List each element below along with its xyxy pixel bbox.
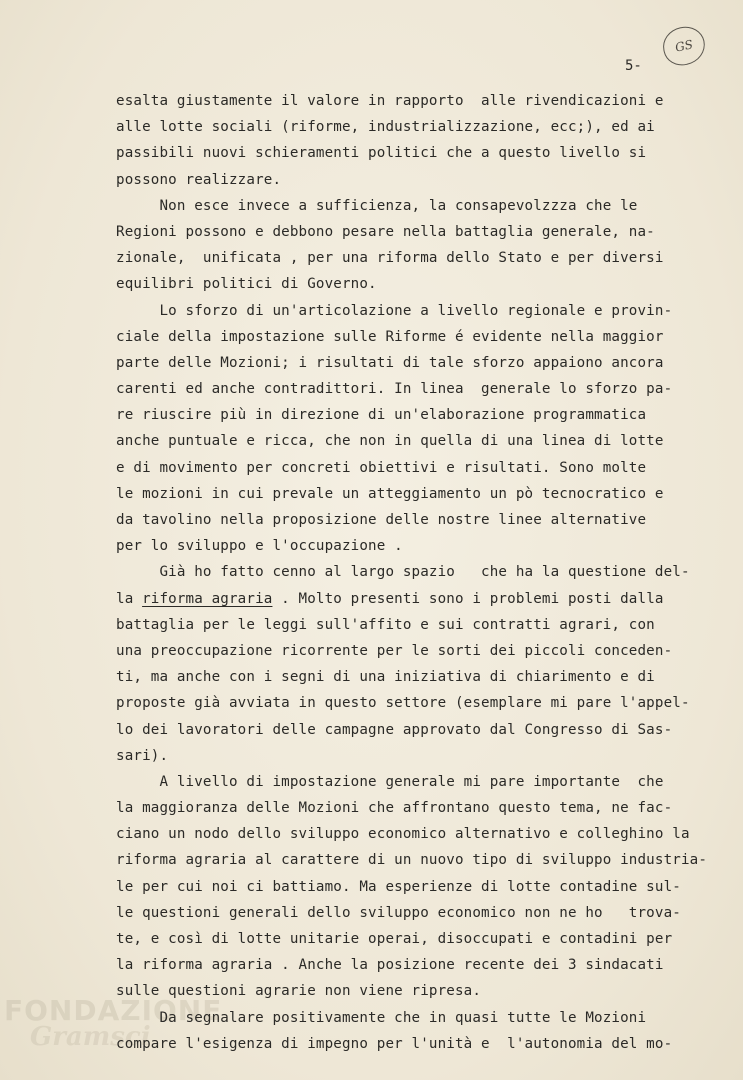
text-line: possono realizzare.	[116, 171, 282, 188]
text-line: zionale, unificata , per una riforma dello Stato e per diversi	[116, 250, 664, 267]
text-line: ciale della impostazione sulle Riforme é evidente nella maggior	[116, 328, 664, 345]
watermark-logo: Gramsci	[30, 1022, 151, 1052]
text-line: ciano un nodo dello sviluppo economico alternativo e colleghino la	[116, 826, 690, 843]
archive-stamp: GS	[660, 23, 709, 69]
text-line: riforma agraria al carattere di un nuovo tipo di sviluppo industria-	[116, 852, 708, 869]
text-line: alle lotte sociali (riforme, industrializzazione, ecc;), ed ai	[116, 119, 655, 136]
text-line: ti, ma anche con i segni di una iniziativa di chiarimento e di	[116, 669, 655, 686]
text-line: anche puntuale e ricca, che non in quella di una linea di lotte	[116, 433, 664, 450]
text-line: le questioni generali dello sviluppo economico non ne ho trova-	[116, 904, 681, 921]
text-line: sari).	[116, 747, 169, 764]
text-line: Non esce invece a sufficienza, la consapevolzzza che le	[116, 197, 638, 214]
text-line: passibili nuovi schieramenti politici che a questo livello si	[116, 145, 647, 162]
text-line: le mozioni in cui prevale un atteggiamento un pò tecnocratico e	[116, 485, 664, 502]
text-line: da tavolino nella proposizione delle nostre linee alternative	[116, 512, 647, 528]
text-line-underlined: la riforma agraria . Molto presenti sono i problemi posti dalla	[116, 590, 664, 607]
text-line: Già ho fatto cenno al largo spazio che ha la questione del-	[116, 564, 690, 581]
watermark-text: FONDAZIONE	[4, 994, 223, 1027]
text-line: battaglia per le leggi sull'affito e sui contratti agrari, con	[116, 616, 655, 633]
text-line: la riforma agraria . Anche la posizione recente dei 3 sindacati	[116, 957, 664, 974]
text-line: lo dei lavoratori delle campagne approvato dal Congresso di Sas-	[116, 721, 673, 738]
text-line: re riuscire più in direzione di un'elaborazione programmatica	[116, 407, 647, 424]
text-line: Da segnalare positivamente che in quasi tutte le Mozioni	[116, 1009, 647, 1026]
text-line: esalta giustamente il valore in rapporto alle rivendicazioni e	[116, 93, 664, 109]
text-line: le per cui noi ci battiamo. Ma esperienze di lotte contadine sul-	[116, 878, 681, 895]
text-line: carenti ed anche contradittori. In linea generale lo sforzo pa-	[116, 381, 673, 398]
text-line: e di movimento per concreti obiettivi e risultati. Sono molte	[116, 459, 647, 476]
text-line: Lo sforzo di un'articolazione a livello regionale e provin-	[116, 302, 673, 319]
underlined-phrase: riforma agraria	[142, 590, 273, 607]
text-line: compare l'esigenza di impegno per l'unità e l'autonomia del mo-	[116, 1035, 673, 1052]
text-line: te, e così di lotte unitarie operai, disoccupati e contadini per	[116, 931, 673, 947]
text-line: Regioni possono e debbono pesare nella battaglia generale, na-	[116, 223, 655, 240]
text-line: A livello di impostazione generale mi pare importante che	[116, 773, 664, 790]
text-line: equilibri politici di Governo.	[116, 276, 377, 293]
body-text	[116, 88, 708, 1057]
text-line: una preoccupazione ricorrente per le sorti dei piccoli conceden-	[116, 642, 673, 659]
text-line: proposte già avviata in questo settore (esemplare mi pare l'appel-	[116, 695, 690, 712]
text-line: la maggioranza delle Mozioni che affrontano questo tema, ne fac-	[116, 800, 673, 817]
page-number: 5-	[625, 58, 642, 74]
text-line: per lo sviluppo e l'occupazione .	[116, 538, 403, 555]
text-line: parte delle Mozioni; i risultati di tale sforzo appaiono ancora	[116, 354, 664, 371]
text-line: sulle questioni agrarie non viene ripresa.	[116, 983, 482, 1000]
